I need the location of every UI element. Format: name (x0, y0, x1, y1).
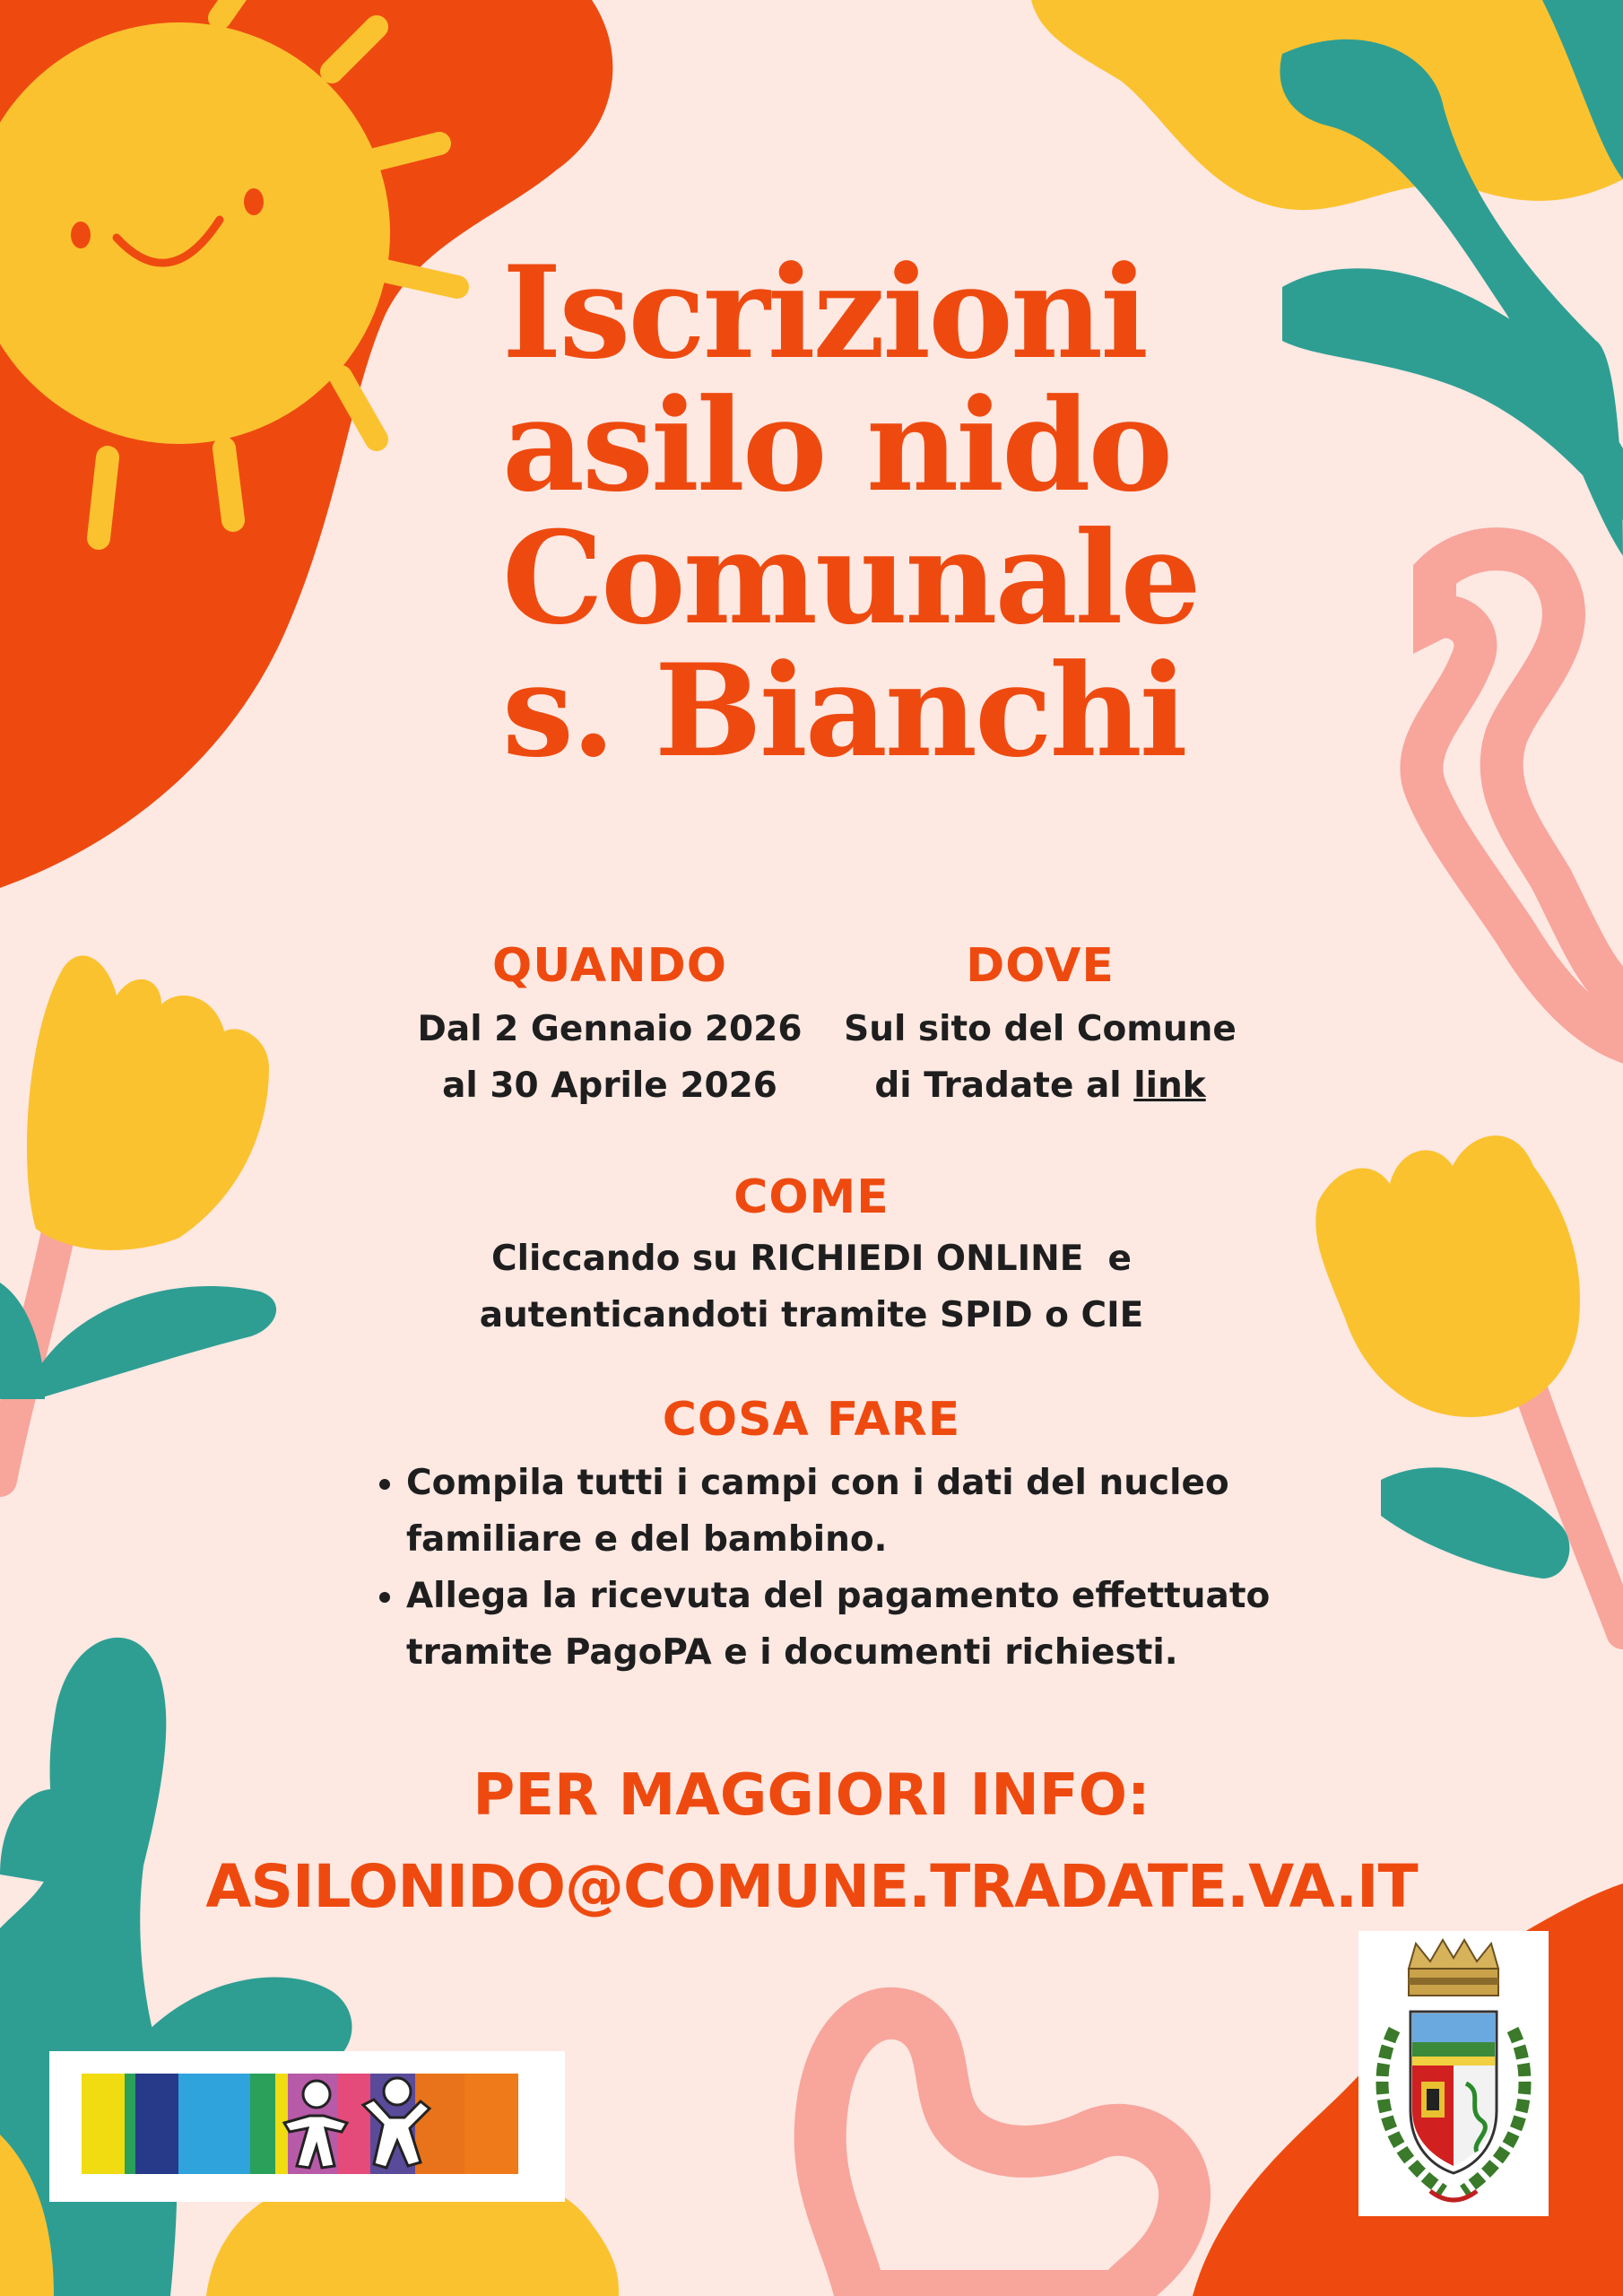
teal-leaf-right (1381, 1467, 1569, 1578)
todo-list (363, 1455, 1357, 1681)
yellow-tulip-left (27, 956, 269, 1250)
children-logo (49, 2051, 565, 2202)
teal-leaf-left (36, 1286, 276, 1399)
municipal-coat-of-arms (1358, 1931, 1549, 2216)
website-link[interactable]: link (1133, 1065, 1206, 1106)
info-email[interactable]: ASILONIDO@COMUNE.TRADATE.VA.IT (205, 1852, 1418, 1921)
title-line-2: asilo nido (502, 371, 1171, 520)
todo-item-2: • Allega la ricevuta del pagamento effettuato tramite PagoPA e i documenti richiesti. (406, 1568, 1357, 1681)
when-line-1: Dal 2 Gennaio 2026 (417, 1009, 803, 1049)
todo-item-1: • Compila tutti i campi con i dati del nucleo familiare e del bambino. (406, 1455, 1357, 1568)
title-line-1: Iscrizioni (502, 239, 1147, 387)
todo-heading: COSA FARE (662, 1393, 961, 1447)
how-details (408, 1231, 1215, 1344)
where-line-2-prefix: di Tradate al (874, 1065, 1134, 1106)
when-details (386, 1001, 834, 1114)
how-line-2: autenticandoti tramite SPID o CIE (479, 1295, 1144, 1335)
where-heading: DOVE (966, 939, 1115, 993)
pink-squiggle-bottom (820, 2013, 1185, 2296)
yellow-tulip-right (1315, 1135, 1580, 1417)
where-details (825, 1001, 1255, 1114)
when-heading: QUANDO (492, 939, 727, 993)
title-line-3: Comunale (502, 504, 1199, 653)
pink-squiggle-right (1421, 549, 1623, 1040)
where-line-1: Sul sito del Comune (844, 1009, 1237, 1049)
how-line-1: Cliccando su RICHIEDI ONLINE e (491, 1239, 1132, 1279)
poster-title (502, 239, 1199, 786)
how-heading: COME (733, 1170, 890, 1224)
info-heading: PER MAGGIORI INFO: (473, 1762, 1150, 1829)
when-line-2: al 30 Aprile 2026 (442, 1065, 777, 1106)
teal-leaf-top-right-2 (1282, 268, 1623, 520)
where-line-2 (825, 1057, 1255, 1114)
title-line-4: s. Bianchi (502, 637, 1185, 786)
crown-icon (1409, 1940, 1498, 1996)
